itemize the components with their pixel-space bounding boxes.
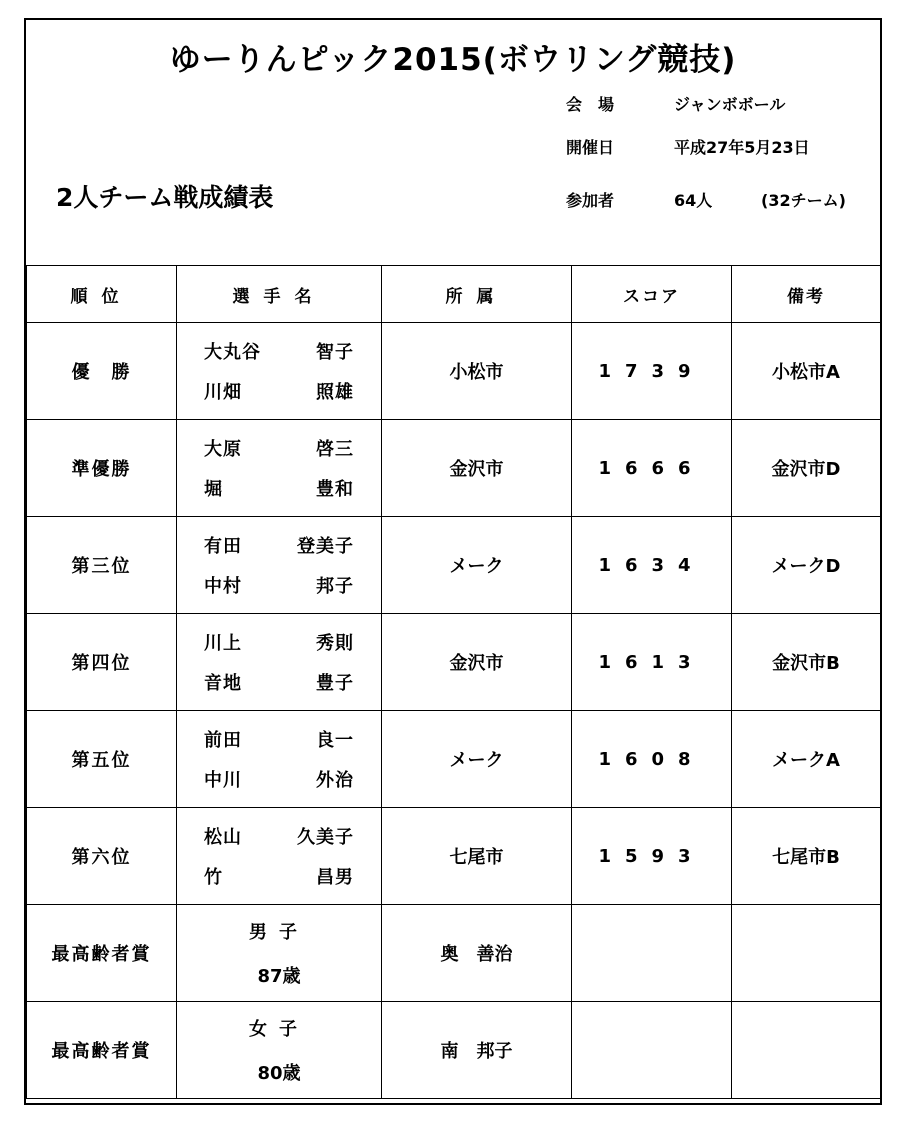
affiliation-cell: 小松市: [382, 323, 572, 420]
players-cell: [177, 614, 382, 711]
award-detail-cell: [177, 1002, 382, 1099]
meta-participants-value: 64人: [674, 191, 713, 210]
col-affiliation: 所属: [382, 266, 572, 323]
player-given-name: 豊子: [316, 673, 354, 694]
col-rank: 順位: [27, 266, 177, 323]
player-family-name: 川畑: [204, 382, 242, 403]
col-score: スコア: [572, 266, 732, 323]
empty-cell: [732, 1002, 881, 1099]
affiliation-cell: メーク: [382, 711, 572, 808]
rank-cell: 優 勝: [27, 323, 177, 420]
table-row: [27, 808, 881, 905]
rank-cell: 第五位: [27, 711, 177, 808]
note-cell: メークA: [732, 711, 881, 808]
score-cell: 1593: [572, 808, 732, 905]
players-cell: [177, 517, 382, 614]
player-given-name: 良一: [316, 730, 354, 751]
table-row: [27, 323, 881, 420]
award-age: 80歳: [257, 1063, 301, 1084]
score-cell: 1739: [572, 323, 732, 420]
player-family-name: 中川: [204, 770, 242, 791]
players-cell: [177, 420, 382, 517]
player-given-name: 啓三: [316, 439, 354, 460]
table-header-row: [27, 266, 881, 323]
player-family-name: 前田: [204, 730, 242, 751]
award-gender: 男子: [249, 922, 309, 943]
note-cell: 金沢市D: [732, 420, 881, 517]
note-cell: 七尾市B: [732, 808, 881, 905]
col-player-name: 選手名: [177, 266, 382, 323]
award-name-cell: 奥 善治: [382, 905, 572, 1002]
score-cell: 1666: [572, 420, 732, 517]
col-note: 備考: [732, 266, 881, 323]
note-cell: 小松市A: [732, 323, 881, 420]
sheet-header: [26, 20, 880, 265]
award-detail-cell: [177, 905, 382, 1002]
score-cell: 1634: [572, 517, 732, 614]
rank-cell: 第四位: [27, 614, 177, 711]
player-given-name: 久美子: [297, 827, 354, 848]
rank-cell: 第三位: [27, 517, 177, 614]
affiliation-cell: 金沢市: [382, 614, 572, 711]
note-cell: 金沢市B: [732, 614, 881, 711]
table-row: [27, 420, 881, 517]
player-family-name: 音地: [204, 673, 242, 694]
player-given-name: 邦子: [316, 576, 354, 597]
rank-cell: 準優勝: [27, 420, 177, 517]
player-family-name: 川上: [204, 633, 242, 654]
player-family-name: 大原: [204, 439, 242, 460]
results-sheet: [24, 18, 882, 1105]
affiliation-cell: 金沢市: [382, 420, 572, 517]
award-gender: 女子: [249, 1019, 309, 1040]
empty-cell: [572, 1002, 732, 1099]
player-given-name: 登美子: [297, 536, 354, 557]
award-name-cell: 南 邦子: [382, 1002, 572, 1099]
sheet-subtitle: 2人チーム戦成績表: [56, 183, 274, 212]
player-given-name: 外治: [316, 770, 354, 791]
player-given-name: 昌男: [316, 867, 354, 888]
player-given-name: 秀則: [316, 633, 354, 654]
score-cell: 1613: [572, 614, 732, 711]
award-row: [27, 1002, 881, 1099]
player-family-name: 有田: [204, 536, 242, 557]
page-title: ゆーりんピック2015(ボウリング競技): [169, 42, 737, 78]
meta-participants-label: 参加者: [566, 191, 615, 210]
meta-date-label: 開催日: [566, 138, 615, 157]
empty-cell: [572, 905, 732, 1002]
player-given-name: 照雄: [316, 382, 354, 403]
meta-teams-value: (32チーム): [761, 191, 846, 210]
players-cell: [177, 711, 382, 808]
affiliation-cell: 七尾市: [382, 808, 572, 905]
table-row: [27, 711, 881, 808]
players-cell: [177, 323, 382, 420]
meta-venue-value: ジャンボボール: [674, 95, 786, 114]
table-row: [27, 614, 881, 711]
meta-date-value: 平成27年5月23日: [674, 138, 810, 157]
results-table: [26, 265, 881, 1099]
award-row: [27, 905, 881, 1002]
players-cell: [177, 808, 382, 905]
table-row: [27, 517, 881, 614]
rank-cell: 第六位: [27, 808, 177, 905]
meta-venue-label: 会 場: [566, 95, 615, 114]
award-age: 87歳: [257, 966, 301, 987]
player-family-name: 松山: [204, 827, 242, 848]
player-given-name: 智子: [316, 342, 354, 363]
player-family-name: 堀: [204, 479, 223, 500]
score-cell: 1608: [572, 711, 732, 808]
player-given-name: 豊和: [316, 479, 354, 500]
player-family-name: 中村: [204, 576, 242, 597]
award-label-cell: 最高齢者賞: [27, 1002, 177, 1099]
affiliation-cell: メーク: [382, 517, 572, 614]
note-cell: メークD: [732, 517, 881, 614]
empty-cell: [732, 905, 881, 1002]
player-family-name: 竹: [204, 867, 223, 888]
award-label-cell: 最高齢者賞: [27, 905, 177, 1002]
player-family-name: 大丸谷: [204, 342, 261, 363]
